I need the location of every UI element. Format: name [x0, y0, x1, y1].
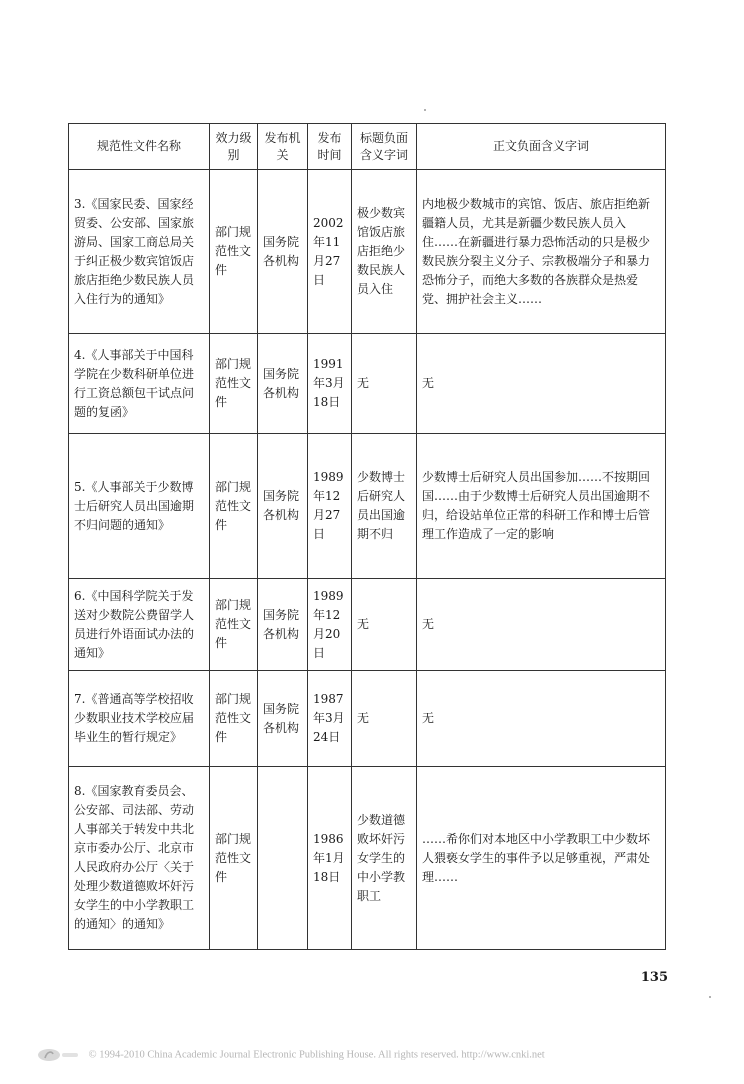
regulation-table-container	[68, 123, 666, 950]
cell-title-negative-words: 无	[352, 579, 417, 671]
cell-document-name: 6.《中国科学院关于发送对少数院公费留学人员进行外语面试办法的通知》	[69, 579, 210, 671]
cell-issue-date: 1987年3月24日	[308, 671, 352, 767]
header-body-negative-words: 正文负面含义字词	[417, 124, 666, 170]
cell-issuing-authority: 国务院各机构	[258, 334, 308, 434]
regulation-table	[68, 123, 666, 950]
cell-body-negative-words: 无	[417, 334, 666, 434]
scan-speck	[709, 996, 711, 998]
scan-speck	[424, 109, 426, 111]
cell-document-name: 7.《普通高等学校招收少数职业技术学校应届毕业生的暂行规定》	[69, 671, 210, 767]
cell-issue-date: 1986年1月18日	[308, 767, 352, 950]
cell-effect-level: 部门规范性文件	[210, 579, 258, 671]
cell-issuing-authority: 国务院各机构	[258, 434, 308, 579]
cell-document-name: 3.《国家民委、国家经贸委、公安部、国家旅游局、国家工商总局关于纠正极少数宾馆饭店旅店拒绝少数民族人员入住行为的通知》	[69, 170, 210, 334]
cell-body-negative-words: ……希你们对本地区中小学教职工中少数坏人猥亵女学生的事件予以足够重视，严肃处理……	[417, 767, 666, 950]
table-header-row	[69, 124, 666, 170]
header-document-name: 规范性文件名称	[69, 124, 210, 170]
table-row	[69, 671, 666, 767]
cnki-logo-icon	[36, 1048, 80, 1062]
cell-issue-date: 1991年3月18日	[308, 334, 352, 434]
cell-effect-level: 部门规范性文件	[210, 334, 258, 434]
cell-title-negative-words: 无	[352, 334, 417, 434]
cell-body-negative-words: 少数博士后研究人员出国参加……不按期回国……由于少数博士后研究人员出国逾期不归，给设站单位正常的科研工作和博士后管理工作造成了一定的影响	[417, 434, 666, 579]
cell-body-negative-words: 内地极少数城市的宾馆、饭店、旅店拒绝新疆籍人员，尤其是新疆少数民族人员入住……在新疆进行暴力恐怖活动的只是极少数民族分裂主义分子、宗教极端分子和暴力恐怖分子，而绝大多数的各族群众是热爱党、拥护社会主义……	[417, 170, 666, 334]
cell-effect-level: 部门规范性文件	[210, 767, 258, 950]
table-row	[69, 767, 666, 950]
cell-title-negative-words: 少数道德败坏奸污女学生的中小学教职工	[352, 767, 417, 950]
copyright-footer	[36, 1048, 716, 1062]
header-effect-level: 效力级别	[210, 124, 258, 170]
cell-title-negative-words: 极少数宾馆饭店旅店拒绝少数民族人员入住	[352, 170, 417, 334]
cell-document-name: 8.《国家教育委员会、公安部、司法部、劳动人事部关于转发中共北京市委办公厅、北京市人民政府办公厅〈关于处理少数道德败坏奸污女学生的中小学教职工的通知〉的通知》	[69, 767, 210, 950]
cell-effect-level: 部门规范性文件	[210, 671, 258, 767]
page-number: 135	[640, 970, 668, 985]
cell-issue-date: 1989年12月27日	[308, 434, 352, 579]
cell-body-negative-words: 无	[417, 579, 666, 671]
table-row	[69, 579, 666, 671]
cell-document-name: 4.《人事部关于中国科学院在少数科研单位进行工资总额包干试点问题的复函》	[69, 334, 210, 434]
cell-issue-date: 2002年11月27日	[308, 170, 352, 334]
table-row	[69, 334, 666, 434]
cell-effect-level: 部门规范性文件	[210, 170, 258, 334]
cell-document-name: 5.《人事部关于少数博士后研究人员出国逾期不归问题的通知》	[69, 434, 210, 579]
cell-title-negative-words: 少数博士后研究人员出国逾期不归	[352, 434, 417, 579]
header-title-negative-words: 标题负面含义字词	[352, 124, 417, 170]
table-row	[69, 434, 666, 579]
cell-issuing-authority: 国务院各机构	[258, 579, 308, 671]
cell-issuing-authority: 国务院各机构	[258, 170, 308, 334]
copyright-text: © 1994-2010 China Academic Journal Electronic Publishing House. All rights reserved. http://www.cnki.net	[88, 1049, 545, 1061]
header-issue-date: 发布时间	[308, 124, 352, 170]
header-issuing-authority: 发布机关	[258, 124, 308, 170]
cell-issuing-authority: 国务院各机构	[258, 671, 308, 767]
cell-effect-level: 部门规范性文件	[210, 434, 258, 579]
cell-title-negative-words: 无	[352, 671, 417, 767]
cell-body-negative-words: 无	[417, 671, 666, 767]
cell-issue-date: 1989年12月20日	[308, 579, 352, 671]
table-row	[69, 170, 666, 334]
cell-issuing-authority	[258, 767, 308, 950]
